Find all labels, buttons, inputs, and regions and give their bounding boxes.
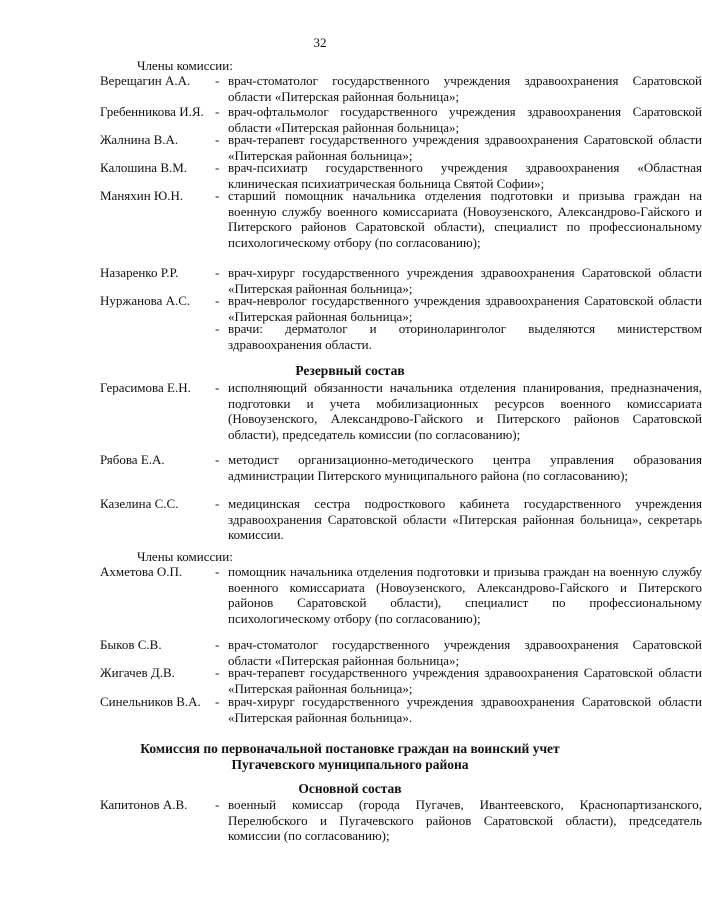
member-role: - врач-офтальмолог государственного учреждения здравоохранения Саратовской области «Питерская районная больница»; xyxy=(215,104,702,135)
member-name: Казелина С.С. xyxy=(100,496,179,511)
member-name: Жигачев Д.В. xyxy=(100,665,175,680)
member-name: Маняхин Ю.Н. xyxy=(100,188,184,203)
member-role: - врач-терапевт государственного учреждения здравоохранения Саратовской области «Питерская районная больница»; xyxy=(215,132,702,163)
commission-title-line2: Пугачевского муниципального района xyxy=(231,757,469,772)
member-role: - врач-психиатр государственного учреждения здравоохранения «Областная клиническая психиатрическая больница Святой Софии»; xyxy=(215,160,702,191)
member-name: Быков С.В. xyxy=(100,637,162,652)
member-role: - врач-хирург государственного учреждения здравоохранения Саратовской области «Питерская районная больница»; xyxy=(215,265,702,296)
members-label: Члены комиссии: xyxy=(137,58,233,73)
member-role: - медицинская сестра подросткового кабинета государственного учреждения здравоохранения Саратовской области «Питерская районная больница», секретарь комиссии. xyxy=(215,496,702,543)
member-role: - методист организационно-методического центра управления образования администрации Питерского муниципального района (по согласованию); xyxy=(215,452,702,483)
member-name: Синельников В.А. xyxy=(100,694,201,709)
member-name: Ахметова О.П. xyxy=(100,564,183,579)
page-number: 32 xyxy=(313,35,327,50)
member-name: Капитонов А.В. xyxy=(100,797,188,812)
commission-title xyxy=(100,741,600,773)
member-name: Верещагин А.А. xyxy=(100,73,191,88)
member-name: Рябова Е.А. xyxy=(100,452,165,467)
member-role: - врач-хирург государственного учреждения здравоохранения Саратовской области «Питерская районная больница». xyxy=(215,694,702,725)
member-role: - врач-невролог государственного учреждения здравоохранения Саратовской области «Питерская районная больница»; xyxy=(215,293,702,324)
member-name: Гребенникова И.Я. xyxy=(100,104,204,119)
reserve-title: Резервный состав xyxy=(295,363,405,378)
member-role: - исполняющий обязанности начальника отделения планирования, предназначения, подготовки и учета мобилизационных ресурсов военного комиссариата (Новоузенского, Александрово-Гайского и Питерского районов Саратовской области), председатель комиссии (по согласованию); xyxy=(215,380,702,442)
member-role: - врач-стоматолог государственного учреждения здравоохранения Саратовской области «Питерская районная больница»; xyxy=(215,637,702,668)
members-label: Члены комиссии: xyxy=(137,549,233,564)
member-role: - врач-стоматолог государственного учреждения здравоохранения Саратовской области «Питерская районная больница»; xyxy=(215,73,702,104)
member-name: Нуржанова А.С. xyxy=(100,293,191,308)
member-name: Калошина В.М. xyxy=(100,160,188,175)
member-role: - помощник начальника отделения подготовки и призыва граждан на военную службу военного комиссариата (Новоузенского, Александрово-Гайского и Питерского районов Саратовской области), специалист по профессиональному психологическому отбору (по согласованию); xyxy=(215,564,702,626)
member-role: - военный комиссар (города Пугачев, Ивантеевского, Краснопартизанского, Перелюбского и Пугачевского районов Саратовской области), председатель комиссии (по согласованию); xyxy=(215,797,702,844)
member-name: Герасимова Е.Н. xyxy=(100,380,191,395)
main-title: Основной состав xyxy=(298,781,402,796)
commission-title-line1: Комиссия по первоначальной постановке граждан на воинский учет xyxy=(140,741,560,756)
member-role: - старший помощник начальника отделения подготовки и призыва граждан на военную службу военного комиссариата (Новоузенского, Александрово-Гайского и Питерского районов Саратовской области), специалист по профессиональному психологическому отбору (по согласованию); xyxy=(215,188,702,250)
member-role: - врач-терапевт государственного учреждения здравоохранения Саратовской области «Питерская районная больница»; xyxy=(215,665,702,696)
member-name: Назаренко Р.Р. xyxy=(100,265,179,280)
member-name: Жалнина В.А. xyxy=(100,132,179,147)
member-role: - врачи: дерматолог и оториноларинголог выделяются министерством здравоохранения области. xyxy=(215,321,702,352)
